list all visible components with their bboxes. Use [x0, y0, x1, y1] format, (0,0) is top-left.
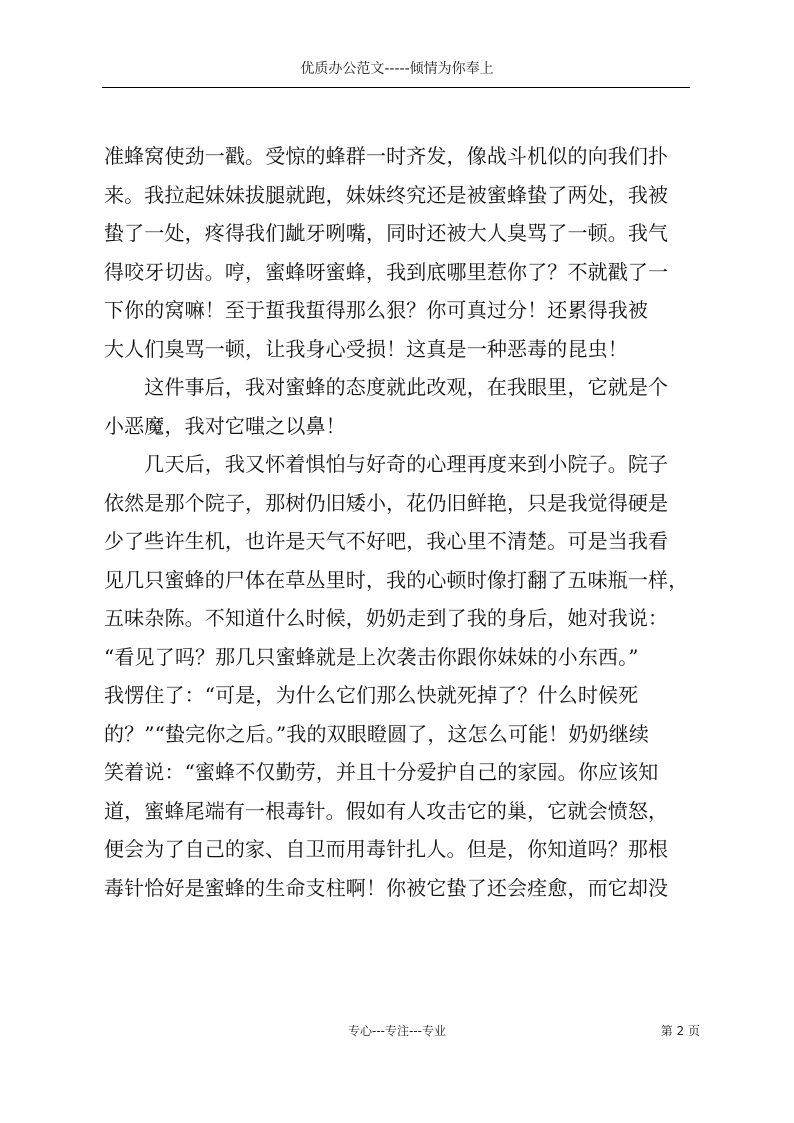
text-line: 几天后，我又怀着惧怕与好奇的心理再度来到小院子。院子: [104, 452, 669, 476]
text-line: 蛰了一处，疼得我们龇牙咧嘴，同时还被大人臭骂了一顿。我气: [104, 221, 669, 245]
header-divider: [102, 87, 690, 88]
text-line: 这件事后，我对蜜蜂的态度就此改观，在我眼里，它就是个: [104, 375, 669, 399]
text-line: 毒针恰好是蜜蜂的生命支柱啊！你被它蛰了还会痊愈，而它却没: [104, 875, 669, 900]
page-header: 优质办公范文-----倾情为你奉上: [300, 61, 494, 77]
text-line: 见几只蜜蜂的尸体在草丛里时，我的心顿时像打翻了五味瓶一样，: [104, 567, 689, 592]
text-line: 得咬牙切齿。哼，蜜蜂呀蜜蜂，我到底哪里惹你了？不就戳了一: [104, 259, 669, 284]
text-line: 小恶魔，我对它嗤之以鼻！: [104, 413, 346, 438]
text-line: 笑着说：“蜜蜂不仅勤劳，并且十分爱护自己的家园。你应该知: [104, 760, 659, 784]
text-line: “看见了吗？那几只蜜蜂就是上次袭击你跟你妹妹的小东西。”: [104, 644, 639, 669]
text-line: 大人们臭骂一顿，让我身心受损！这真是一种恶毒的昆虫！: [104, 336, 628, 361]
footer-motto: 专心---专注---专业: [348, 1024, 446, 1038]
text-line: 便会为了自己的家、自卫而用毒针扎人。但是，你知道吗？那根: [104, 837, 669, 861]
text-line: 依然是那个院子，那树仍旧矮小，花仍旧鲜艳，只是我觉得硬是: [104, 490, 669, 515]
text-line: 的？”“蛰完你之后。”我的双眼瞪圆了，这怎么可能！奶奶继续: [104, 721, 650, 746]
text-line: 准蜂窝使劲一戳。受惊的蜂群一时齐发，像战斗机似的向我们扑: [104, 144, 669, 168]
text-line: 道，蜜蜂尾端有一根毒针。假如有人攻击它的巢，它就会愤怒，: [104, 798, 669, 823]
text-line: 我愣住了：“可是，为什么它们那么快就死掉了？什么时候死: [104, 683, 639, 707]
page-number: 第 2 页: [660, 1024, 700, 1038]
text-line: 来。我拉起妹妹拔腿就跑，妹妹终究还是被蜜蜂蛰了两处，我被: [104, 182, 669, 207]
text-line: 五味杂陈。不知道什么时候，奶奶走到了我的身后，她对我说：: [104, 606, 669, 630]
text-line: 少了些许生机，也许是天气不好吧，我心里不清楚。可是当我看: [104, 529, 669, 553]
text-line: 下你的窝嘛！至于蜇我蜇得那么狠？你可真过分！还累得我被: [104, 298, 649, 322]
